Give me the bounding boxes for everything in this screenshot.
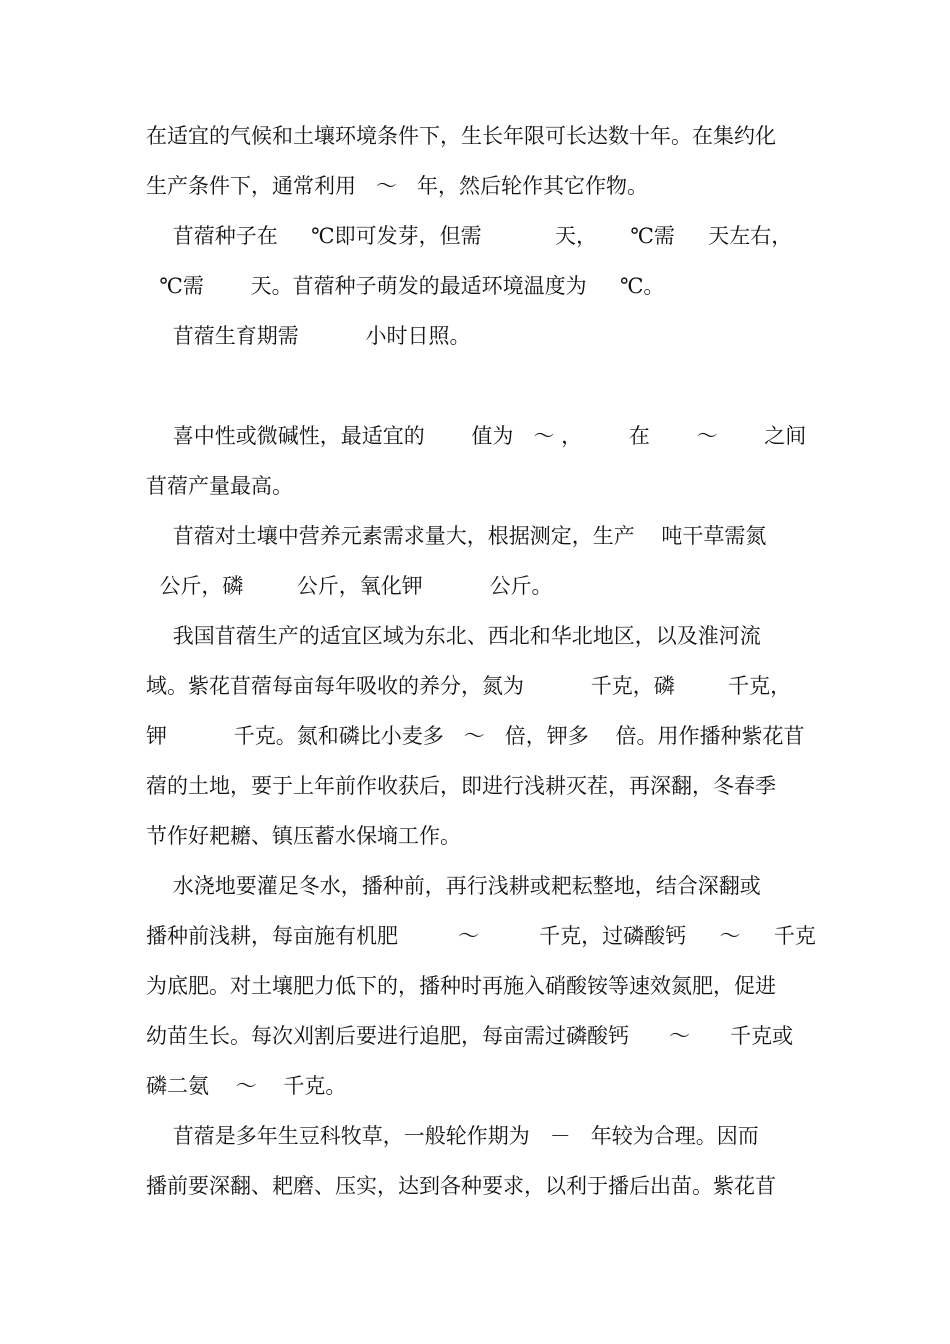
text-line: 域。紫花苜蓿每亩每年吸收的养分，氮为 千克，磷 千克， (146, 674, 792, 698)
text-line: 在适宜的气候和土壤环境条件下，生长年限可长达数十年。在集约化 (146, 124, 776, 148)
text-line: 苜蓿生育期需 小时日照。 (146, 324, 471, 348)
text-line: 幼苗生长。每次刈割后要进行追肥，每亩需过磷酸钙 ～ 千克或 (146, 1024, 794, 1048)
text-line: 为底肥。对土壤肥力低下的，播种时再施入硝酸铵等速效氮肥，促进 (146, 974, 776, 998)
text-line: 播前要深翻、耙磨、压实，达到各种要求，以利于播后出苗。紫花苜 (146, 1174, 776, 1198)
text-line: 苜蓿是多年生豆科牧草，一般轮作期为 － 年较为合理。因而 (146, 1124, 759, 1148)
text-line: 钾 千克。氮和磷比小麦多 ～ 倍，钾多 倍。用作播种紫花苜 (146, 724, 805, 748)
text-line: ℃需 天。苜蓿种子萌发的最适环境温度为 ℃。 (146, 274, 665, 298)
text-line: 苜蓿种子在 ℃即可发芽，但需 天， ℃需 天左右， (146, 224, 793, 248)
text-line: 苜蓿对土壤中营养元素需求量大，根据测定，生产 吨干草需氮 (146, 524, 767, 548)
text-line: 播种前浅耕，每亩施有机肥 ～ 千克，过磷酸钙 ～ 千克 (146, 924, 816, 948)
text-line: 蓿的土地，要于上年前作收获后，即进行浅耕灭茬，再深翻，冬春季 (146, 774, 776, 798)
text-line: 公斤，磷 公斤，氧化钾 公斤。 (146, 574, 553, 598)
text-line: 喜中性或微碱性，最适宜的 值为 ～ ， 在 ～ 之间 (146, 424, 807, 448)
text-line: 节作好耙耱、镇压蓄水保墒工作。 (146, 824, 461, 848)
text-line: 磷二氨 ～ 千克。 (146, 1074, 347, 1098)
text-line: 生产条件下，通常利用 ～ 年，然后轮作其它作物。 (146, 174, 649, 198)
text-line: 我国苜蓿生产的适宜区域为东北、西北和华北地区，以及淮河流 (146, 624, 761, 648)
text-line: 水浇地要灌足冬水，播种前，再行浅耕或耙耘整地，结合深翻或 (146, 874, 761, 898)
text-line: 苜蓿产量最高。 (146, 474, 293, 498)
